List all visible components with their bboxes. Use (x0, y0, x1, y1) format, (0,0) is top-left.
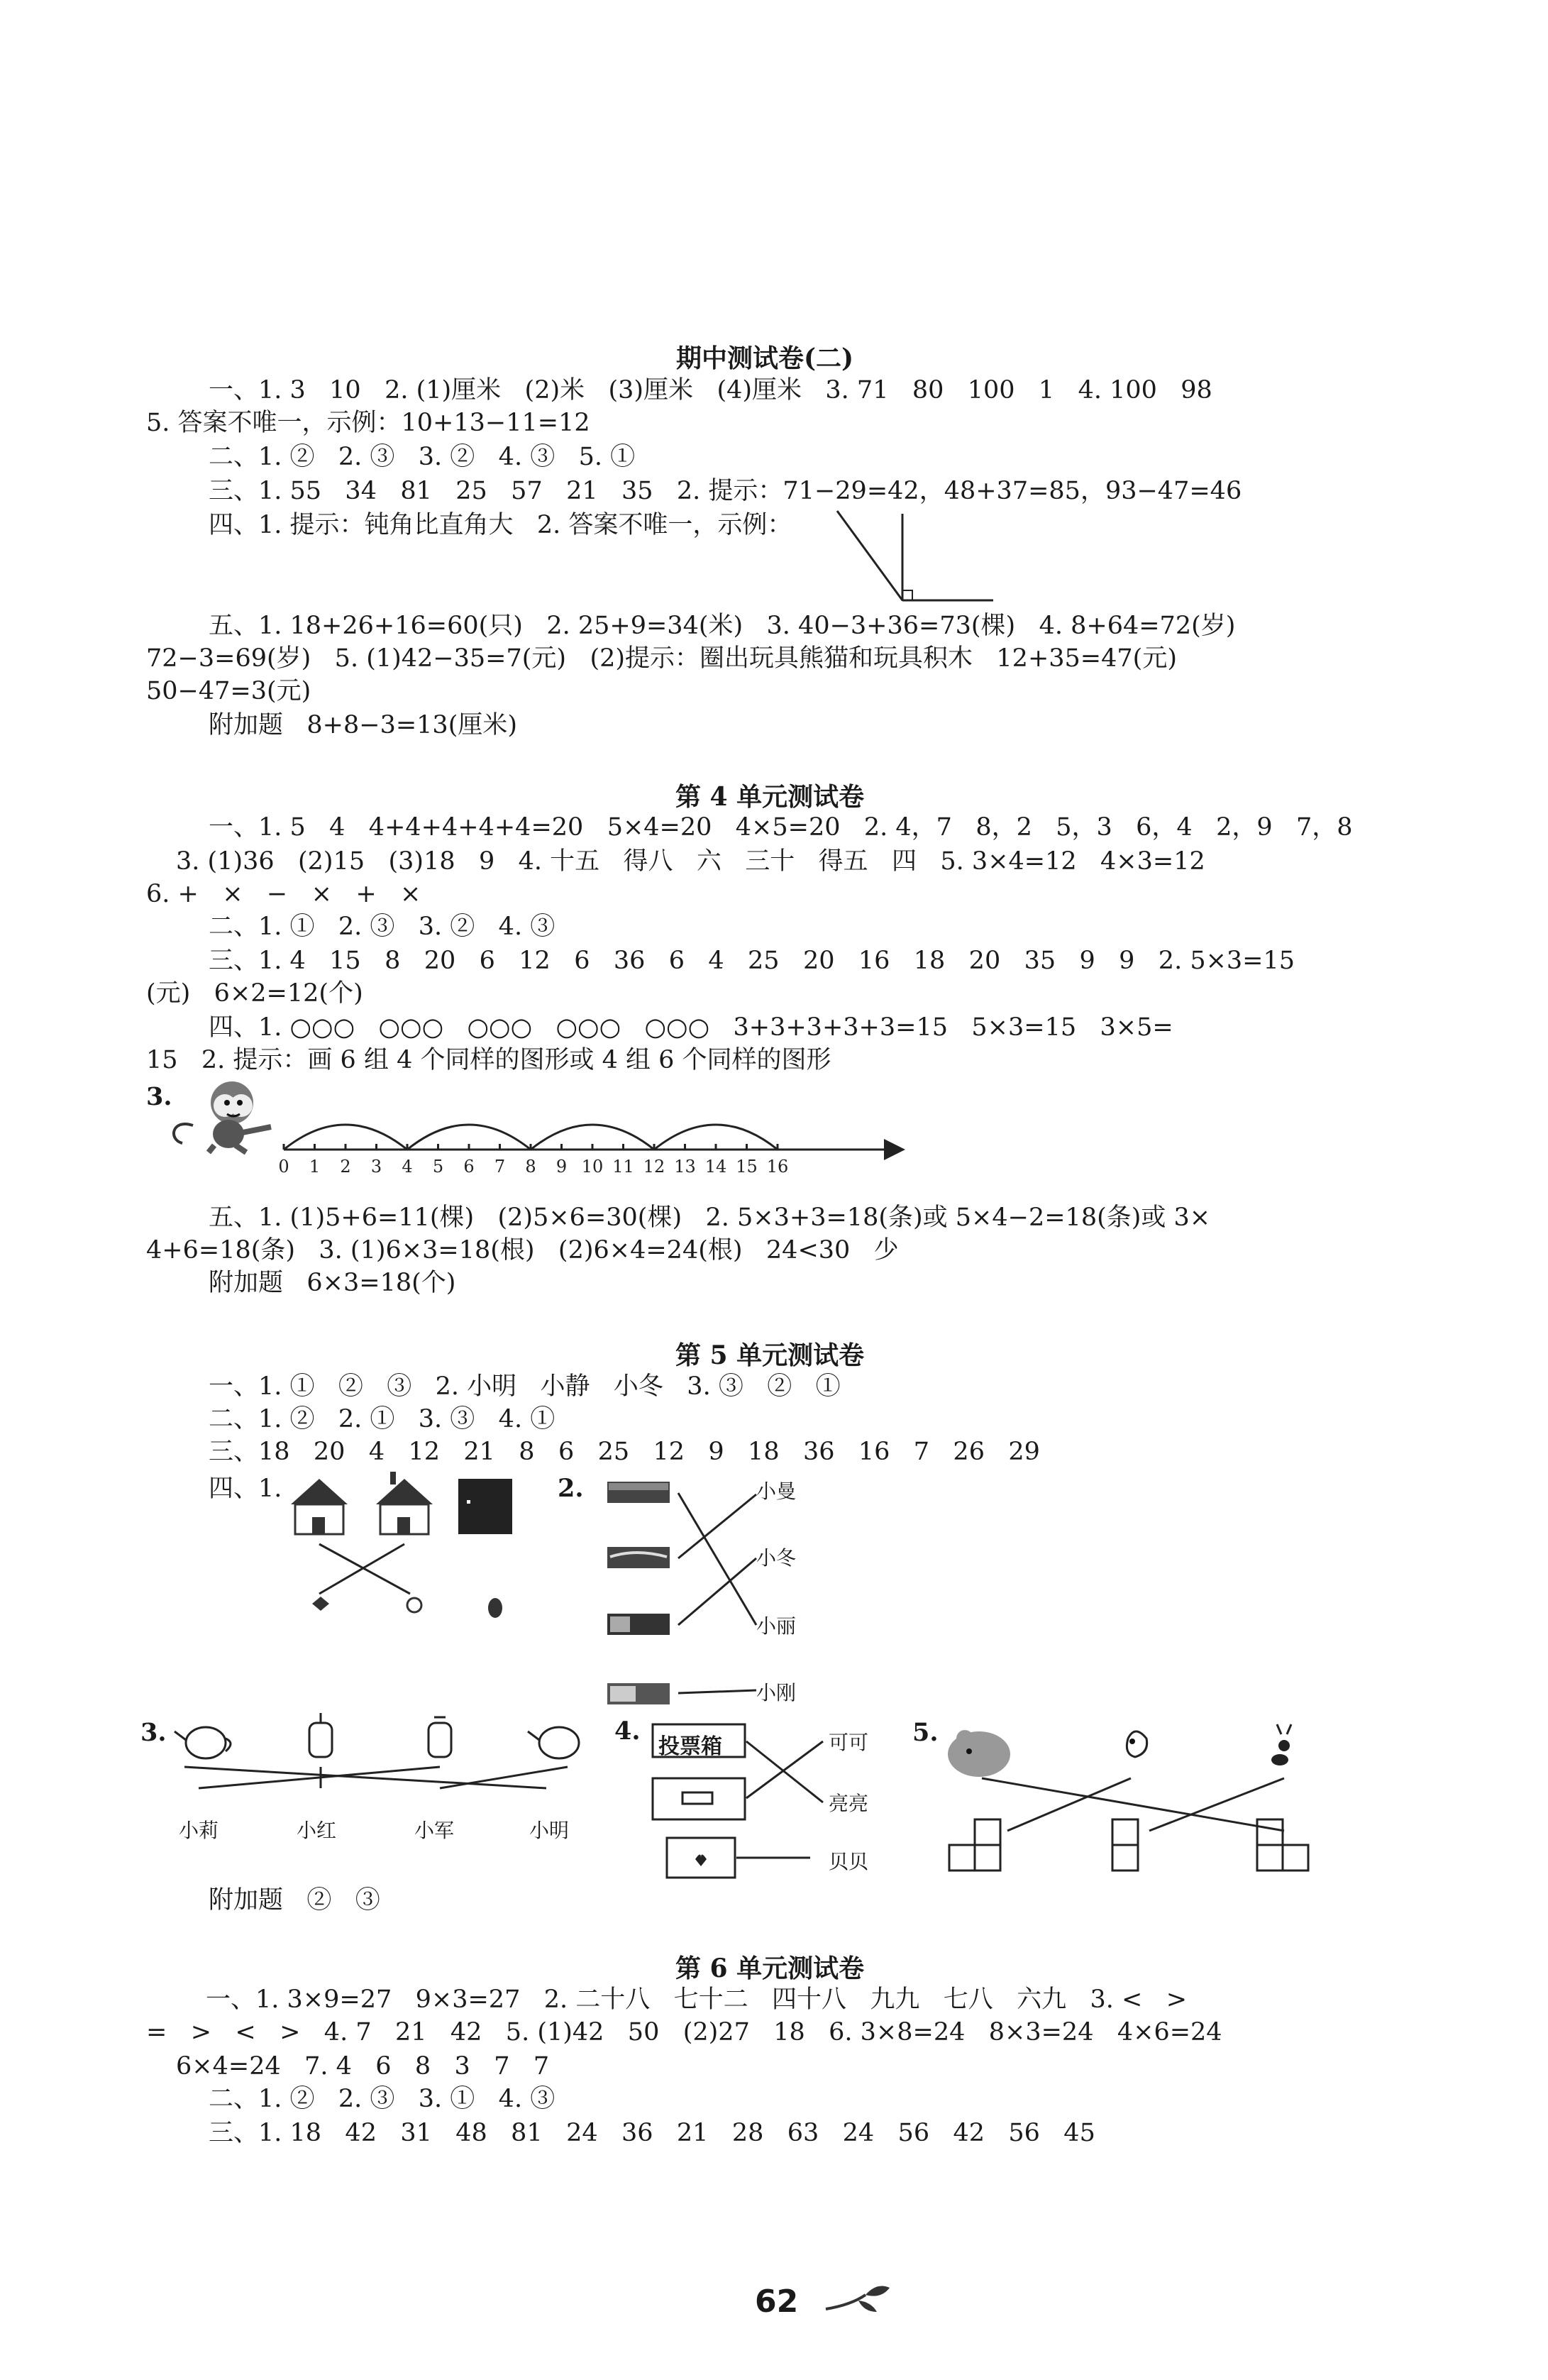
bonus-line: 附加题 8+8−3=13(厘米) (209, 711, 518, 739)
number-line-label: 12 (643, 1157, 665, 1177)
number-line-label: 2 (340, 1157, 351, 1177)
answer-line: 6×4=24 7. 4 6 8 3 7 7 (176, 2052, 550, 2081)
answer-line: 三、1. 18 42 31 48 81 24 36 21 28 63 24 56 42 56 45 (209, 2119, 1095, 2147)
answer-line: 二、1. ② 2. ③ 3. ② 4. ③ 5. ① (209, 443, 636, 471)
answer-line: 二、1. ① 2. ③ 3. ② 4. ③ (209, 913, 555, 941)
name-label: 可可 (829, 1731, 869, 1754)
number-line-label: 7 (494, 1157, 506, 1177)
number-line-label: 6 (463, 1157, 475, 1177)
answer-line: = > < > 4. 7 21 42 5. (1)42 50 (2)27 18 6. 3×8=24 8×3=24 4×6=24 (146, 2018, 1222, 2046)
name-label: 小军 (414, 1819, 455, 1842)
name-label: 小刚 (756, 1681, 797, 1704)
name-label: 小冬 (756, 1546, 797, 1570)
page-number: 62 (755, 2283, 799, 2320)
monkey-icon (165, 1076, 285, 1154)
name-label: 小曼 (756, 1480, 797, 1503)
answer-line: 5. 答案不唯一，示例：10+13−11=12 (146, 409, 590, 437)
answer-line: 四、1. ○○○ ○○○ ○○○ ○○○ ○○○ 3+3+3+3+3=15 5×3=15 3×5= (209, 1013, 1173, 1042)
number-line-label: 0 (278, 1157, 289, 1177)
answer-line: 四、1. (209, 1475, 282, 1503)
answer-line: (元) 6×2=12(个) (146, 979, 363, 1008)
answer-line: 72−3=69(岁) 5. (1)42−35=7(元) (2)提示：圈出玩具熊猫和玩具积木 12+35=47(元) (146, 644, 1177, 673)
name-label: 小明 (529, 1819, 570, 1842)
name-label: 小红 (297, 1819, 337, 1842)
question-label: 4. (614, 1717, 641, 1746)
question-label: 5. (912, 1718, 939, 1747)
section-title: 第 5 单元测试卷 (675, 1340, 865, 1370)
name-label: 小丽 (756, 1614, 797, 1638)
number-line-label: 8 (525, 1157, 536, 1177)
number-line-label: 1 (309, 1157, 321, 1177)
animal-view-diagram (944, 1717, 1327, 1888)
answer-line: 3. (1)36 (2)15 (3)18 9 4. 十五 得八 六 三十 得五 四 5. 3×4=12 4×3=12 (176, 847, 1205, 876)
number-line-label: 5 (432, 1157, 444, 1177)
answer-line: 五、1. 18+26+16=60(只) 2. 25+9=34(米) 3. 40−3+36=73(棵) 4. 8+64=72(岁) (209, 612, 1236, 640)
answer-line: 一、1. 3 10 2. (1)厘米 (2)米 (3)厘米 (4)厘米 3. 71 80 100 1 4. 100 98 (209, 376, 1212, 404)
answer-line: 6. + × − × + × (146, 880, 421, 908)
answer-line: 三、1. 4 15 8 20 6 12 6 36 6 4 25 20 16 18 20 35 9 9 2. 5×3=15 (209, 947, 1295, 975)
book-match-diagram (600, 1475, 799, 1709)
number-line-label: 13 (674, 1157, 696, 1177)
answer-line: 50−47=3(元) (146, 677, 311, 705)
name-label: 亮亮 (829, 1792, 869, 1815)
answer-line: 三、18 20 4 12 21 8 6 25 12 9 18 36 16 7 26 29 (209, 1438, 1040, 1466)
number-line-label: 10 (581, 1157, 604, 1177)
answer-line: 三、1. 55 34 81 25 57 21 35 2. 提示：71−29=42，48+37=85，93−47=46 (209, 477, 1242, 505)
answer-line: 五、1. (1)5+6=11(棵) (2)5×6=30(棵) 2. 5×3+3=18(条)或 5×4−2=18(条)或 3× (209, 1203, 1211, 1232)
section-title: 期中测试卷(二) (676, 343, 854, 373)
answer-line: 15 2. 提示：画 6 组 4 个同样的图形或 4 组 6 个同样的图形 (146, 1046, 831, 1074)
answer-line: 一、1. ① ② ③ 2. 小明 小静 小冬 3. ③ ② ① (209, 1372, 841, 1401)
answer-line: 四、1. 提示：钝角比直角大 2. 答案不唯一，示例： (209, 511, 792, 539)
vote-box-label: 投票箱 (658, 1734, 722, 1759)
question-label: 3. (140, 1718, 167, 1747)
section-title: 第 4 单元测试卷 (675, 782, 865, 812)
answer-line: 二、1. ② 2. ③ 3. ① 4. ③ (209, 2085, 555, 2113)
number-line (270, 1107, 908, 1185)
name-label: 贝贝 (829, 1850, 869, 1873)
number-line-label: 14 (704, 1157, 727, 1177)
house-match-diagram (284, 1469, 539, 1639)
number-line-label: 16 (766, 1157, 789, 1177)
bonus-line: 附加题 ② ③ (209, 1886, 380, 1915)
answer-line: 4+6=18(条) 3. (1)6×3=18(根) (2)6×4=24(根) 24<30 少 (146, 1236, 899, 1265)
number-line-label: 11 (612, 1157, 634, 1177)
answer-line: 3. (146, 1082, 172, 1111)
teapot-match-diagram (170, 1710, 596, 1817)
section-title: 第 6 单元测试卷 (675, 1954, 865, 1983)
number-line-label: 4 (402, 1157, 413, 1177)
number-line-label: 15 (736, 1157, 758, 1177)
answer-line: 二、1. ② 2. ① 3. ③ 4. ① (209, 1405, 555, 1433)
bonus-line: 附加题 6×3=18(个) (209, 1269, 456, 1297)
leaf-decoration-icon (823, 2281, 901, 2320)
answer-line: 2. (558, 1474, 584, 1503)
answer-line: 一、1. 3×9=27 9×3=27 2. 二十八 七十二 四十八 九九 七八 六九 3. < > (206, 1985, 1188, 2014)
answer-line: 一、1. 5 4 4+4+4+4+4=20 5×4=20 4×5=20 2. 4，7 8，2 5，3 6，4 2，9 7，8 (209, 813, 1353, 842)
number-line-label: 9 (555, 1157, 568, 1177)
name-label: 小莉 (179, 1819, 219, 1842)
number-line-label: 3 (370, 1157, 382, 1177)
angle-drawing (837, 511, 1000, 610)
